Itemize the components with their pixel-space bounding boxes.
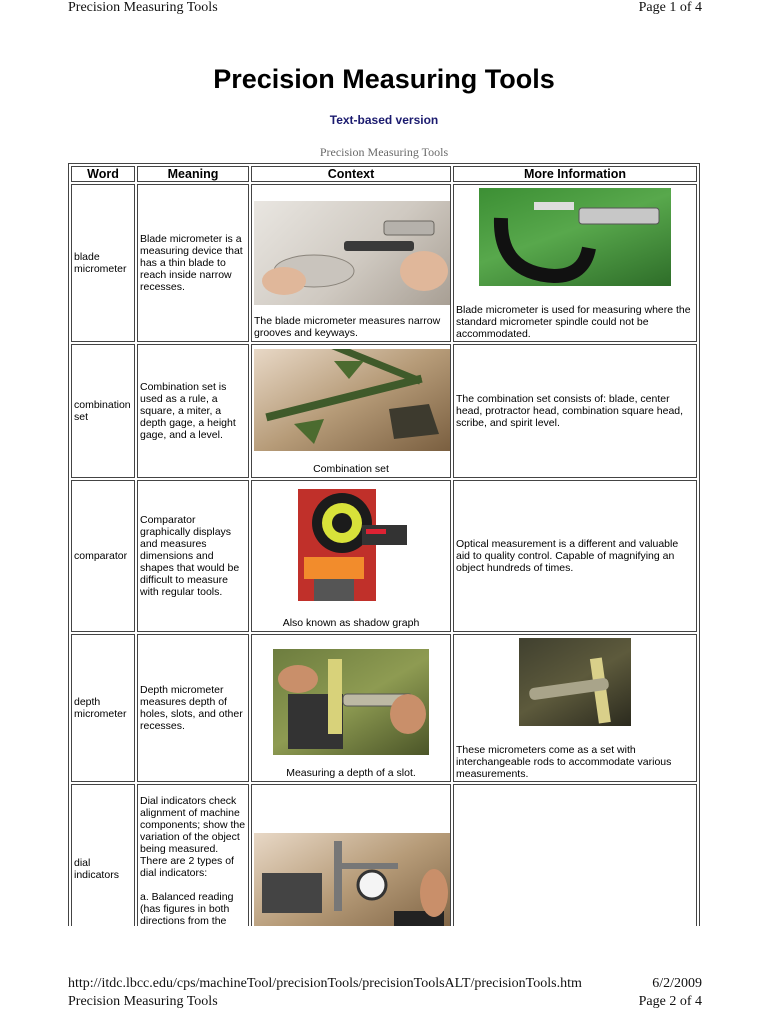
header-word: Word	[71, 166, 135, 182]
text-version-link[interactable]: Text-based version	[329, 113, 439, 127]
more-info-cell	[453, 634, 697, 782]
page-header-title: Precision Measuring Tools	[68, 0, 218, 15]
header-meaning: Meaning	[137, 166, 249, 182]
depth-micrometer-illustration	[273, 649, 429, 755]
meaning-cell	[137, 784, 249, 926]
table-caption: Precision Measuring Tools	[319, 145, 449, 159]
table-row	[71, 634, 697, 782]
table-row	[71, 784, 697, 926]
footer-url[interactable]: http://itdc.lbcc.edu/cps/machineTool/precisionTools/precisionToolsALT/precisionTools.htm	[68, 976, 582, 991]
blade-micrometer-illustration	[254, 201, 450, 305]
header-more-information: More Information	[453, 166, 697, 182]
context-cell	[251, 784, 451, 926]
meaning-cell: Blade micrometer is a measuring device that has a thin blade to reach inside narrow recesses.	[137, 184, 249, 342]
footer-date: 6/2/2009	[652, 976, 702, 991]
meaning-text-part2: a. Balanced reading (has figures in both directions from the	[140, 891, 234, 926]
page-header-page-number: Page 1 of 4	[638, 0, 702, 15]
context-caption: Measuring a depth of a slot.	[286, 767, 416, 779]
more-info-text: Blade micrometer is used for measuring where the standard micrometer spindle could not be accommodated.	[456, 304, 691, 340]
comparator-illustration	[292, 485, 410, 605]
more-info-cell	[453, 784, 697, 926]
context-cell	[251, 344, 451, 478]
more-info-text: These micrometers come as a set with interchangeable rods to accommodate various measurements.	[456, 744, 672, 780]
blade-micrometer-photo	[254, 201, 450, 305]
context-cell	[251, 480, 451, 632]
depth-micrometer-set-photo	[519, 638, 631, 726]
vocabulary-table	[68, 163, 700, 926]
context-cell	[251, 634, 451, 782]
more-info-cell	[453, 184, 697, 342]
dial-indicator-photo	[254, 833, 450, 926]
word-cell: comparator	[71, 480, 135, 632]
context-caption: Combination set	[313, 463, 389, 475]
meaning-text-part1: Dial indicators check alignment of machine components; show the variation of the object being measured. There are 2 types of dial indicators:	[140, 795, 246, 879]
comparator-photo	[292, 485, 410, 605]
depth-micrometer-photo	[273, 649, 429, 755]
context-cell	[251, 184, 451, 342]
combination-set-photo	[254, 349, 450, 451]
table-row	[71, 480, 697, 632]
micrometer-illustration	[479, 188, 671, 286]
footer-title: Precision Measuring Tools	[68, 994, 218, 1009]
header-context: Context	[251, 166, 451, 182]
blade-micrometer-product-photo	[479, 188, 671, 286]
dial-indicator-illustration	[254, 833, 450, 926]
table-container	[68, 163, 700, 926]
word-cell: blade micrometer	[71, 184, 135, 342]
footer-page-number: Page 2 of 4	[638, 994, 702, 1009]
more-info-cell: The combination set consists of: blade, center head, protractor head, combination square head, scribe, and spirit level.	[453, 344, 697, 478]
page-title: Precision Measuring Tools	[213, 64, 555, 94]
depth-micrometer-set-illustration	[519, 638, 631, 726]
table-row	[71, 184, 697, 342]
table-row	[71, 344, 697, 478]
word-cell: depth micrometer	[71, 634, 135, 782]
context-caption: The blade micrometer measures narrow grooves and keyways.	[254, 315, 441, 339]
meaning-cell: Combination set is used as a rule, a square, a miter, a depth gage, a height gage, and a level.	[137, 344, 249, 478]
word-cell: combination set	[71, 344, 135, 478]
meaning-cell: Comparator graphically displays and measures dimensions and shapes that would be difficult to measure with regular tools.	[137, 480, 249, 632]
more-info-cell: Optical measurement is a different and valuable aid to quality control. Capable of magnifying an object hundreds of times.	[453, 480, 697, 632]
word-cell: dial indicators	[71, 784, 135, 926]
combination-set-illustration	[254, 349, 450, 451]
table-header-row	[71, 166, 697, 182]
context-caption: Also known as shadow graph	[282, 617, 420, 629]
meaning-cell: Depth micrometer measures depth of holes, slots, and other recesses.	[137, 634, 249, 782]
